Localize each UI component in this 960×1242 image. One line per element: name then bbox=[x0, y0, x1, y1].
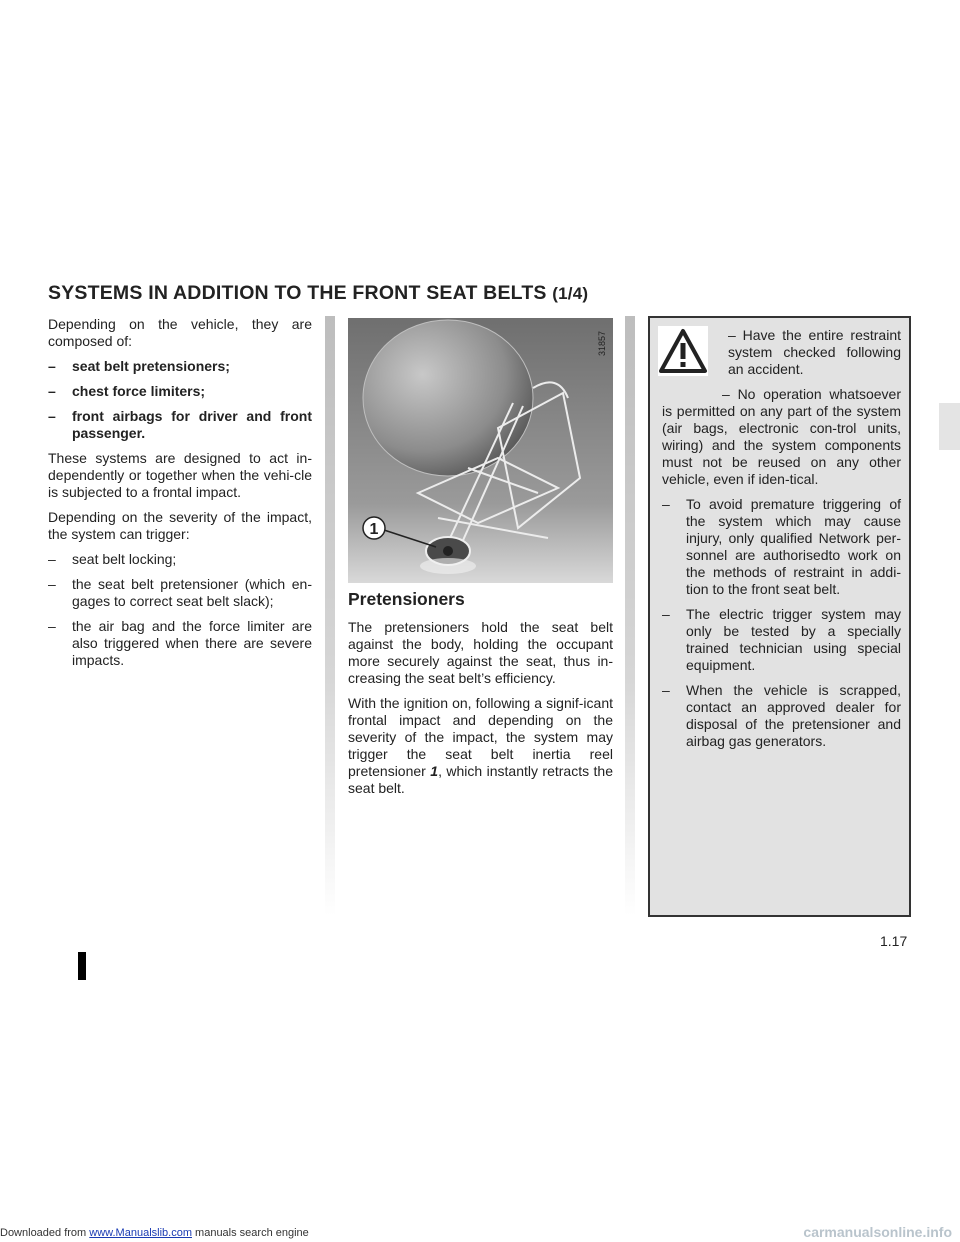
column-separator bbox=[325, 316, 335, 916]
intro-text: Depending on the vehicle, they are composed of: bbox=[48, 316, 312, 349]
trigger-item: – seat belt locking; bbox=[48, 551, 177, 567]
component-item: – chest force limiters; bbox=[48, 383, 206, 399]
warning-item: – To avoid premature triggering of the system which may cause injury, only qualified Network per-sonnel are authorisedto work on the methods of restraint in addi-tion to the front seat belt. bbox=[662, 496, 901, 597]
download-footer bbox=[0, 1227, 309, 1239]
trigger-item: – the air bag and the force limiter are also triggered when there are severe impacts. bbox=[48, 618, 312, 668]
page-number: 1.17 bbox=[880, 933, 908, 949]
corner-mark bbox=[78, 952, 86, 980]
manualslib-link[interactable]: www.Manualslib.com bbox=[89, 1227, 192, 1239]
component-item: – front airbags for driver and front passenger. bbox=[48, 408, 312, 441]
warning-text bbox=[662, 327, 901, 758]
warning-item: – Have the entire restraint system checked following an accident. bbox=[728, 327, 901, 377]
footer-suffix: manuals search engine bbox=[191, 1227, 309, 1239]
callout-1: 1 bbox=[369, 521, 379, 538]
paragraph: The pretensioners hold the seat belt against the body, holding the occupant more securely against the seat, thus in-creasing the seat belt’s efficiency. bbox=[348, 619, 613, 686]
title-text: SYSTEMS IN ADDITION TO THE FRONT SEAT BELTS bbox=[48, 282, 547, 304]
middle-column bbox=[348, 588, 613, 805]
warning-item: – When the vehicle is scrapped, contact an approved dealer for disposal of the pretensioner and airbag gas generators. bbox=[662, 682, 901, 749]
ref-number: 1 bbox=[430, 763, 439, 779]
warning-item: – No operation whatsoever is permitted on any part of the system (air bags, electronic con-trol units, wiring) and the system components must not be reused on any other vehicle, even if iden-tical. bbox=[662, 386, 901, 487]
trigger-item: – the seat belt pretensioner (which en-gages to correct seat belt slack); bbox=[48, 576, 312, 609]
title-part: (1/4) bbox=[552, 284, 589, 303]
paragraph: These systems are designed to act in-dependently or together when the vehi-cle is subjected to a frontal impact. bbox=[48, 450, 312, 500]
left-column bbox=[48, 316, 312, 677]
section-heading: Pretensioners bbox=[348, 589, 465, 609]
figure-number: 31857 bbox=[597, 330, 607, 356]
airbag-seat-illustration bbox=[348, 318, 613, 583]
footer-prefix: Downloaded from bbox=[0, 1227, 90, 1239]
page-title bbox=[48, 282, 588, 305]
column-separator bbox=[625, 316, 635, 916]
paragraph: Depending on the severity of the impact, the system can trigger: bbox=[48, 509, 312, 542]
warning-item: – The electric trigger system may only be tested by a specially trained technician using special equipment. bbox=[662, 606, 901, 673]
component-item: – seat belt pretensioners; bbox=[48, 358, 230, 374]
paragraph: With the ignition on, following a signif-icant frontal impact and depending on the severity of the impact, the system may trigger the seat belt inertia reel pretensioner 1, which instantly retracts the seat belt. bbox=[348, 695, 613, 796]
chapter-tab bbox=[939, 403, 960, 450]
watermark: carmanualsonline.info bbox=[803, 1224, 952, 1240]
